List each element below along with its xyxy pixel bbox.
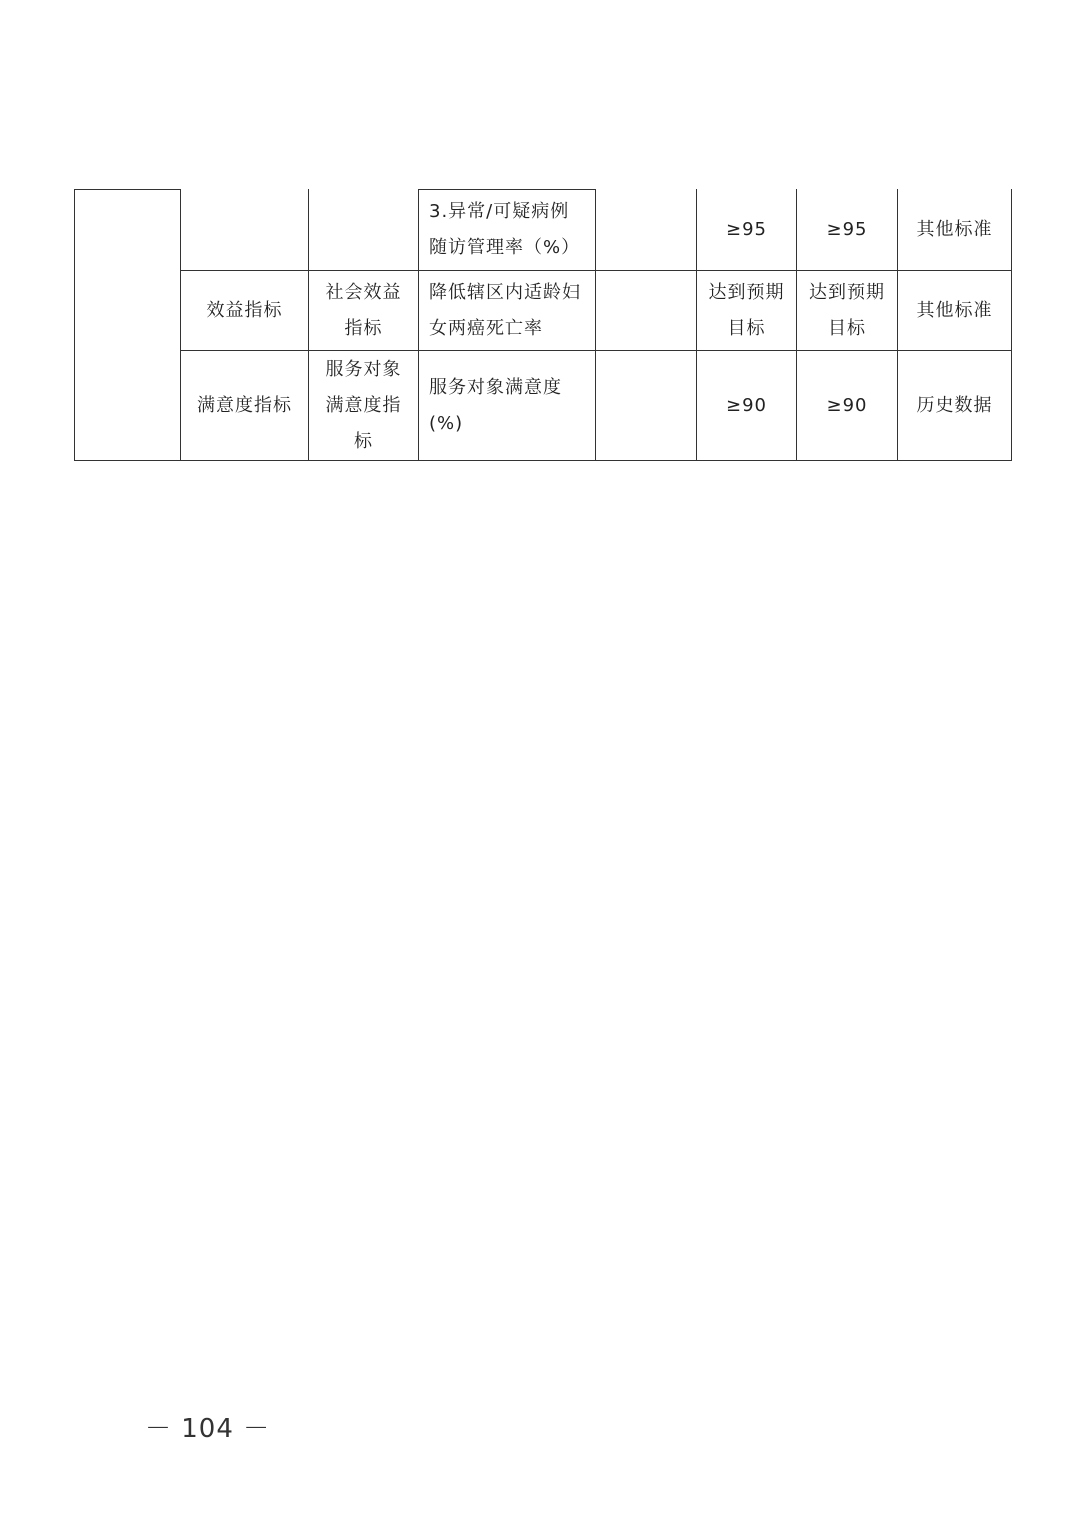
target-value-cell: 达到预期 目标 bbox=[708, 281, 785, 339]
table-cell bbox=[596, 271, 696, 350]
table-cell bbox=[181, 189, 308, 270]
table-divider bbox=[74, 189, 180, 190]
page-number: － 104 － bbox=[145, 1414, 271, 1444]
basis-cell: 其他标准 bbox=[916, 299, 993, 321]
category-cell: 满意度指标 bbox=[197, 394, 292, 416]
basis-cell: 历史数据 bbox=[916, 394, 993, 416]
target-value-cell: ≥95 bbox=[826, 218, 868, 240]
indicator-name-cell: 降低辖区内适龄妇 女两癌死亡率 bbox=[429, 281, 581, 339]
table-cell bbox=[596, 189, 696, 270]
target-value-cell: ≥90 bbox=[826, 394, 868, 416]
category-cell: 效益指标 bbox=[206, 299, 283, 321]
table-border-bottom bbox=[74, 460, 1012, 461]
target-value-cell: ≥90 bbox=[726, 394, 767, 416]
subcategory-cell: 社会效益 指标 bbox=[325, 281, 402, 339]
table-cell bbox=[596, 351, 696, 460]
target-value-cell: ≥95 bbox=[726, 218, 767, 240]
basis-cell: 其他标准 bbox=[916, 218, 993, 240]
indicator-table bbox=[74, 189, 1012, 461]
table-border-right bbox=[1011, 189, 1012, 461]
indicator-name-cell: 服务对象满意度 (%) bbox=[429, 376, 562, 434]
target-value-cell: 达到预期 目标 bbox=[809, 281, 885, 339]
subcategory-cell: 服务对象 满意度指 标 bbox=[325, 358, 402, 452]
indicator-name-cell: 3.异常/可疑病例 随访管理率（%） bbox=[429, 200, 581, 258]
table-cell bbox=[309, 189, 418, 270]
table-border-left bbox=[74, 189, 75, 461]
